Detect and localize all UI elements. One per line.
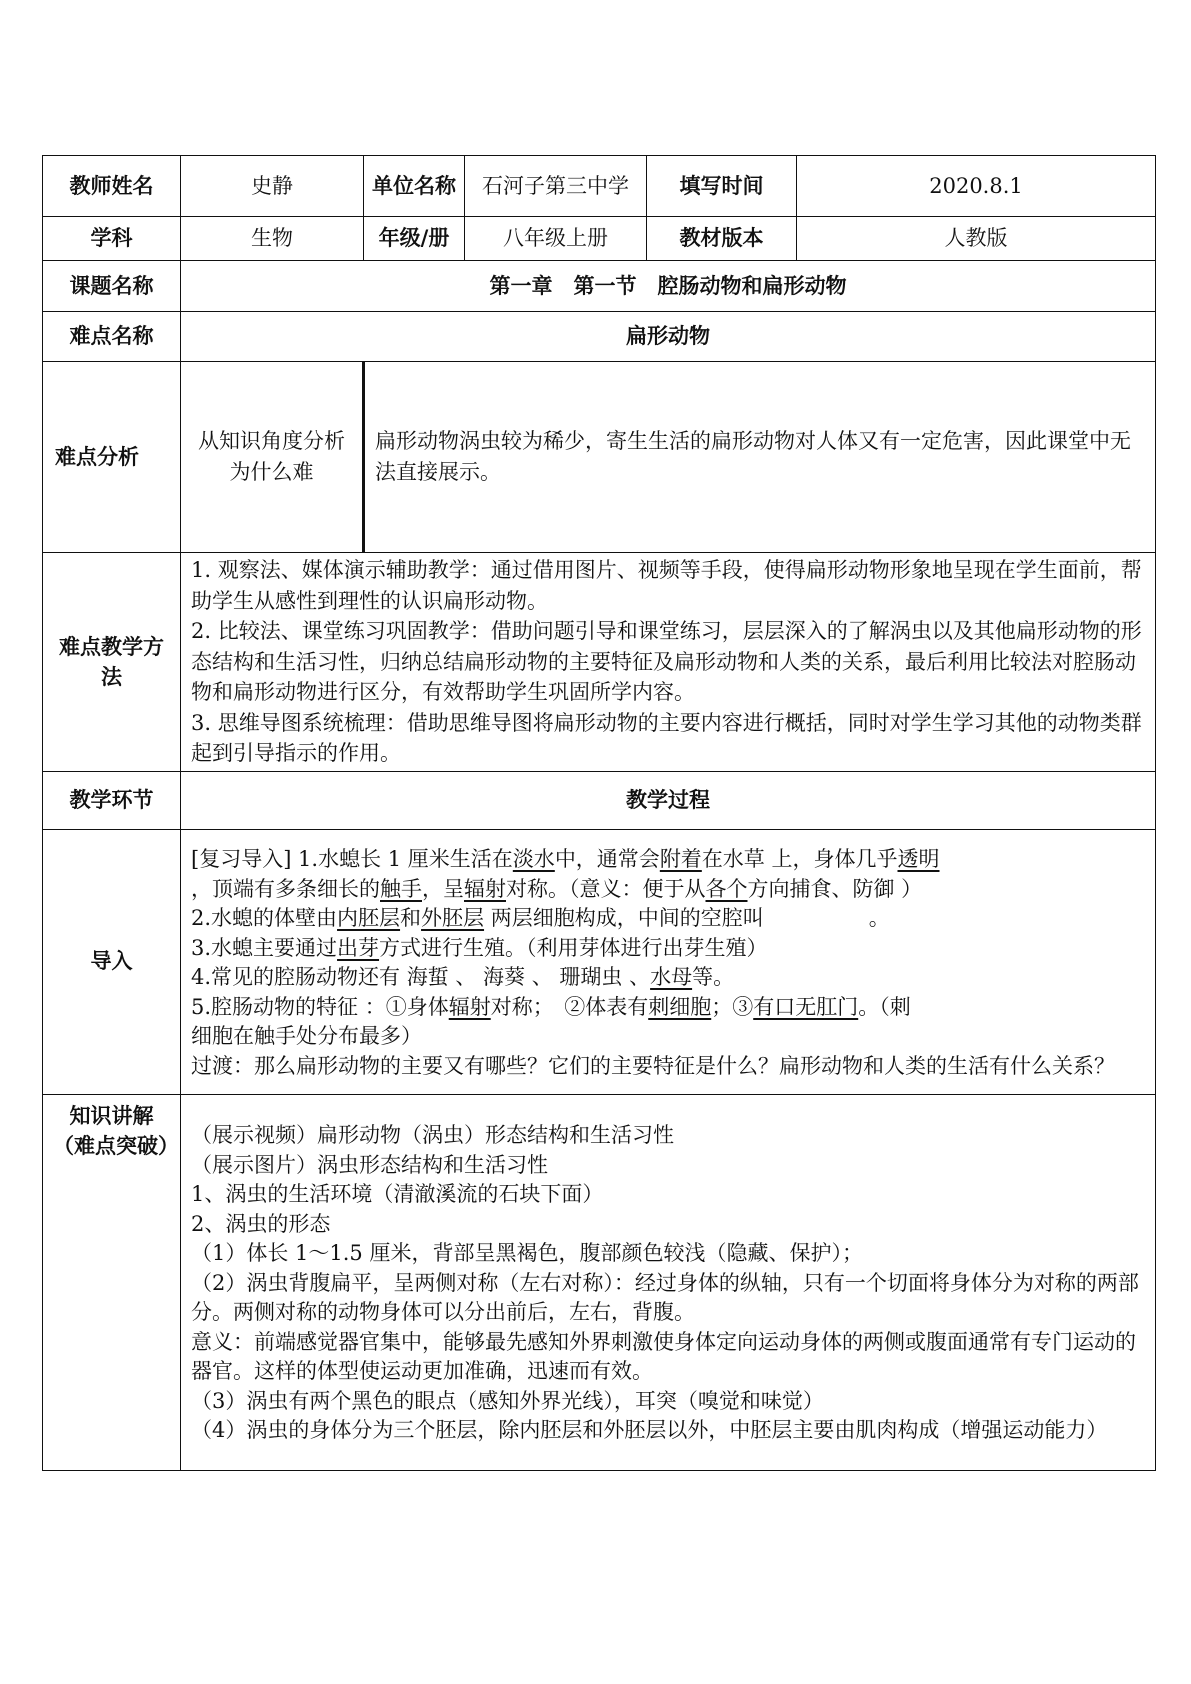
difficulty-label: 难点名称: [43, 312, 181, 362]
lesson-plan-table: [42, 155, 1156, 1471]
date-value: 2020.8.1: [797, 156, 1156, 217]
process-value: 教学过程: [181, 771, 1156, 829]
intro-label: 导入: [43, 829, 181, 1094]
subject-value: 生物: [181, 217, 364, 261]
edition-label: 教材版本: [647, 217, 797, 261]
intro-line-4: 3.水螅主要通过出芽方式进行生殖。（利用芽体进行出芽生殖）: [191, 935, 768, 960]
intro-line-7: 细胞在触手处分布最多）: [191, 1024, 422, 1048]
knowledge-content: [181, 1094, 1156, 1470]
process-label: 教学环节: [43, 771, 181, 829]
teacher-label: 教师姓名: [43, 156, 181, 217]
knowledge-line: （2）涡虫背腹扁平，呈两侧对称（左右对称）：经过身体的纵轴，只有一个切面将身体分为对称的两部分。两侧对称的动物身体可以分出前后，左右，背腹。: [191, 1270, 1139, 1325]
knowledge-line: （4）涡虫的身体分为三个胚层，除内胚层和外胚层以外，中胚层主要由肌肉构成（增强运动能力）: [191, 1418, 1108, 1443]
intro-line-2: ，顶端有多条细长的触手，呈辐射对称。（意义：便于从各个方向捕食、防御 ）: [191, 876, 923, 901]
knowledge-line: （1）体长 1～1.5 厘米，背部呈黑褐色，腹部颜色较浅（隐藏、保护）；: [191, 1241, 863, 1266]
knowledge-line: （3）涡虫有两个黑色的眼点（感知外界光线），耳突（嗅觉和味觉）: [191, 1388, 824, 1413]
intro-line-3: 2.水螅的体壁由内胚层和外胚层 两层细胞构成，中间的空腔叫 。: [191, 906, 890, 930]
date-label: 填写时间: [647, 156, 797, 217]
methods-label: 难点教学方法: [43, 553, 181, 772]
unit-label: 单位名称: [364, 156, 465, 217]
edition-value: 人教版: [797, 217, 1156, 261]
method-item: 1. 观察法、媒体演示辅助教学：通过借用图片、视频等手段，使得扁形动物形象地呈现在学生面前，帮助学生从感性到理性的认识扁形动物。: [191, 558, 1142, 613]
grade-value: 八年级上册: [465, 217, 647, 261]
analysis-text: 扁形动物涡虫较为稀少，寄生生活的扁形动物对人体又有一定危害，因此课堂中无法直接展示。: [364, 362, 1156, 553]
knowledge-line: （展示图片）涡虫形态结构和生活习性: [191, 1152, 548, 1177]
topic-value: 第一章 第一节 腔肠动物和扁形动物: [181, 261, 1156, 312]
intro-line-1: [复习导入] 1.水螅长 1 厘米生活在淡水中，通常会附着在水草 上，身体几乎透明: [191, 847, 940, 871]
method-item: 2. 比较法、课堂练习巩固教学：借助问题引导和课堂练习，层层深入的了解涡虫以及其他扁形动物的形态结构和生活习性，归纳总结扁形动物的主要特征及扁形动物和人类的关系，最后利用比较法对腔肠动物和扁形动物进行区分，有效帮助学生巩固所学内容。: [191, 619, 1142, 704]
knowledge-line: 2、涡虫的形态: [191, 1211, 331, 1236]
analysis-sub-label: 从知识角度分析为什么难: [181, 362, 364, 553]
intro-line-5: 4.常见的腔肠动物还有 海蜇 、 海葵 、 珊瑚虫 、水母等。: [191, 965, 735, 989]
knowledge-line: （展示视频）扁形动物（涡虫）形态结构和生活习性: [191, 1123, 674, 1148]
analysis-label: 难点分析: [43, 362, 181, 553]
teacher-name: 史静: [181, 156, 364, 217]
subject-label: 学科: [43, 217, 181, 261]
knowledge-label: 知识讲解（难点突破）: [43, 1094, 181, 1470]
methods-list: [181, 553, 1156, 772]
method-item: 3. 思维导图系统梳理：借助思维导图将扁形动物的主要内容进行概括，同时对学生学习其他的动物类群起到引导指示的作用。: [191, 710, 1142, 765]
unit-name: 石河子第三中学: [465, 156, 647, 217]
intro-content: [181, 829, 1156, 1094]
knowledge-line: 意义：前端感觉器官集中，能够最先感知外界刺激使身体定向运动身体的两侧或腹面通常有专门运动的器官。这样的体型使运动更加准确，迅速而有效。: [191, 1329, 1136, 1384]
difficulty-value: 扁形动物: [181, 312, 1156, 362]
topic-label: 课题名称: [43, 261, 181, 312]
intro-line-6: 5.腔肠动物的特征 ：①身体辐射对称； ②体表有刺细胞；③有口无肛门。（刺: [191, 994, 911, 1019]
knowledge-line: 1、涡虫的生活环境（清澈溪流的石块下面）: [191, 1182, 604, 1207]
intro-line-8: 过渡：那么扁形动物的主要又有哪些？它们的主要特征是什么？扁形动物和人类的生活有什么关系？: [191, 1053, 1115, 1078]
grade-label: 年级/册: [364, 217, 465, 261]
